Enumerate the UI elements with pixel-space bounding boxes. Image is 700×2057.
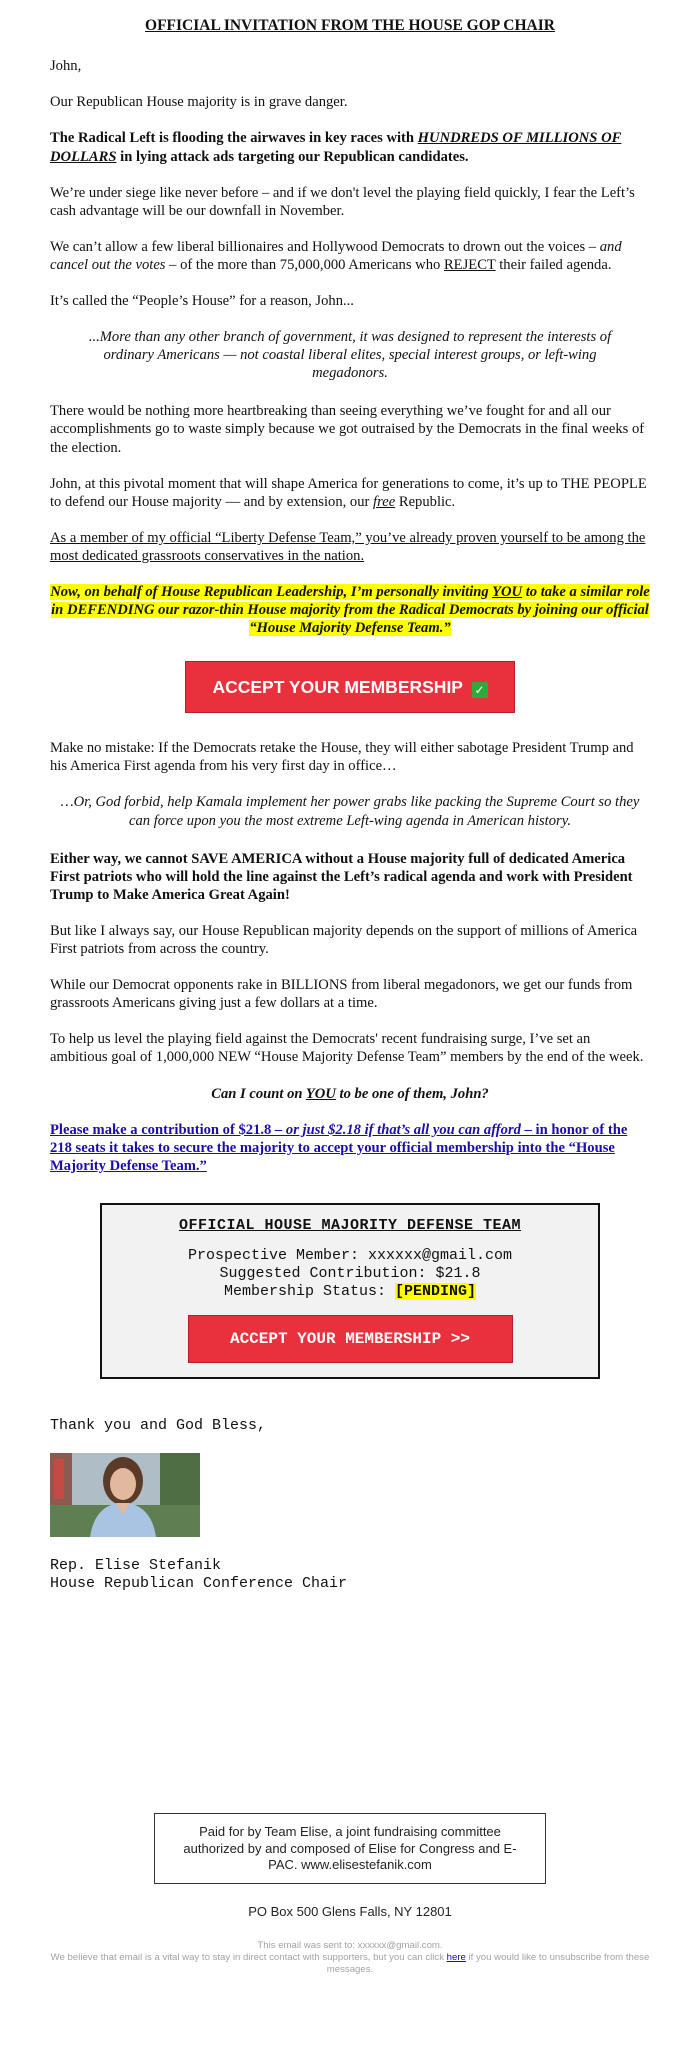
underlined-italic-text: free bbox=[373, 493, 396, 510]
signoff: Thank you and God Bless, bbox=[50, 1417, 267, 1435]
highlighted-invitation bbox=[50, 583, 650, 637]
label: Prospective Member: bbox=[187, 1247, 359, 1265]
text: – of the more than 75,000,000 Americans who bbox=[165, 256, 444, 273]
sent-to-notice: This email was sent to: xxxxxx@gmail.com. bbox=[257, 1940, 443, 1952]
membership-card-title: OFFICIAL HOUSE MAJORITY DEFENSE TEAM bbox=[178, 1216, 522, 1234]
text: in lying attack ads targeting our Republican candidates. bbox=[116, 148, 469, 165]
paragraph-grave-danger: Our Republican House majority is in grave danger. bbox=[50, 94, 348, 111]
text: Can I count on bbox=[211, 1085, 306, 1102]
contribution-link[interactable] bbox=[50, 1121, 650, 1175]
paragraph-ambitious-goal: To help us level the playing field against the Democrats' recent fundraising surge, I’ve set an ambitious goal of 1,000,000 NEW “House Majority Defense Team” members by the end of the week. bbox=[50, 1031, 644, 1066]
prospective-member-row bbox=[116, 1247, 584, 1265]
accept-membership-box-button[interactable]: ACCEPT YOUR MEMBERSHIP >> bbox=[188, 1315, 513, 1363]
paragraph-radical-left bbox=[50, 129, 650, 165]
paragraph-pivotal-moment bbox=[50, 475, 650, 511]
text: Now, on behalf of House Republican Leadership, I’m personally inviting bbox=[50, 584, 493, 600]
greeting: John, bbox=[50, 58, 82, 75]
text: if you would like to unsubscribe from these messages. bbox=[326, 1952, 650, 1976]
text: We can’t allow a few liberal billionaires and Hollywood Democrats to drown out the voices – bbox=[50, 238, 600, 255]
portrait-image bbox=[50, 1453, 200, 1537]
paragraph-billions: While our Democrat opponents rake in BILLIONS from liberal megadonors, we get our funds from grassroots Americans giving just a few dollars at a time. bbox=[50, 977, 633, 1012]
mailing-address: PO Box 500 Glens Falls, NY 12801 bbox=[248, 1904, 452, 1920]
contribution-link-text[interactable]: Please make a contribution of $21.8 – or just $2.18 if that’s all you can afford – in honor of the 218 seats it takes to secure the majority to accept your official membership into the “House Majority Defense Team.” bbox=[50, 1121, 628, 1174]
paragraph-make-no-mistake: Make no mistake: If the Democrats retake the House, they will either sabotage President Trump and his America First agenda from his very first day in office… bbox=[50, 740, 634, 775]
italic-text: and cancel out the votes bbox=[50, 238, 622, 273]
quote-god-forbid: …Or, God forbid, help Kamala implement her power grabs like packing the Supreme Court so they can force upon you the most extreme Left-wing agenda in American history. bbox=[60, 794, 640, 829]
text: to be one of them, John? bbox=[335, 1085, 489, 1102]
paragraph-billionaires bbox=[50, 238, 650, 274]
text: to take a similar role in DEFENDING our razor-thin House majority from the Radical Democrats by joining our official “House Majority Defense Team.” bbox=[51, 584, 650, 637]
paragraph-heartbreaking: There would be nothing more heartbreaking than seeing everything we’ve fought for and all our accomplishments go to waste simply because we got outraised by the Democrats in the final weeks of the election. bbox=[50, 403, 645, 456]
text: John, at this pivotal moment that will shape America for generations to come, it’s up to THE PEOPLE to defend our House majority — and by extension, our bbox=[50, 475, 647, 510]
paragraph-under-siege: We’re under siege like never before – and if we don't level the playing field quickly, I fear the Left’s cash advantage will be our downfall in November. bbox=[50, 184, 635, 219]
legal-footer bbox=[50, 1940, 650, 1976]
unsubscribe-link[interactable]: here bbox=[446, 1952, 466, 1964]
label: Suggested Contribution: bbox=[219, 1265, 427, 1283]
check-mark-icon: ✓ bbox=[472, 682, 488, 698]
membership-card bbox=[100, 1203, 600, 1380]
paragraph-like-i-always-say: But like I always say, our House Republican majority depends on the support of millions of America First patriots from across the country. bbox=[50, 922, 638, 958]
email-title: OFFICIAL INVITATION FROM THE HOUSE GOP CHAIR bbox=[145, 17, 555, 34]
status-badge: [PENDING] bbox=[395, 1283, 477, 1301]
membership-status-row bbox=[116, 1283, 584, 1301]
paragraph-save-america: Either way, we cannot SAVE AMERICA without a House majority full of dedicated America First patriots who will hold the line against the Left’s radical agenda and work with President Trump to Make America Great Again! bbox=[50, 850, 633, 903]
signer-title: House Republican Conference Chair bbox=[50, 1575, 348, 1593]
underlined-text: YOU bbox=[305, 1085, 336, 1102]
label: Membership Status: bbox=[223, 1283, 386, 1301]
contribution-amount: $21.8 bbox=[435, 1265, 481, 1283]
text: their failed agenda. bbox=[495, 256, 612, 273]
signer-photo bbox=[50, 1453, 200, 1537]
accept-membership-button[interactable] bbox=[185, 661, 515, 713]
paragraph-liberty-defense-team: As a member of my official “Liberty Defense Team,” you’ve already proven yourself to be among the most dedicated grassroots conservatives in the nation. bbox=[50, 529, 646, 564]
unsubscribe-notice bbox=[50, 1952, 650, 1976]
text: We believe that email is a vital way to stay in direct contact with supporters, but you can click bbox=[50, 1952, 447, 1964]
spacer bbox=[50, 1593, 650, 1813]
underlined-text: REJECT bbox=[443, 256, 496, 273]
suggested-contribution-row bbox=[116, 1265, 584, 1283]
member-email: xxxxxx@gmail.com bbox=[368, 1247, 513, 1265]
signer-name: Rep. Elise Stefanik bbox=[50, 1557, 222, 1575]
paid-for-disclaimer: Paid for by Team Elise, a joint fundraising committee authorized by and composed of Elise for Congress and E-PAC. www.elisestefanik.com bbox=[154, 1813, 546, 1884]
button-label: ACCEPT YOUR MEMBERSHIP bbox=[212, 677, 463, 698]
emphasis-text: HUNDREDS OF MILLIONS OF DOLLARS bbox=[50, 130, 622, 165]
underlined-text: YOU bbox=[492, 584, 523, 600]
email-body bbox=[50, 0, 650, 1976]
text: The Radical Left is flooding the airwaves in key races with bbox=[50, 130, 418, 147]
paragraph-peoples-house: It’s called the “People’s House” for a reason, John... bbox=[50, 292, 354, 309]
quote-branch-of-government: ...More than any other branch of government, it was designed to represent the interests of ordinary Americans — not coastal liberal elites, special interest groups, or left-wing megadonors. bbox=[88, 329, 612, 382]
text: Republic. bbox=[395, 493, 456, 510]
question-count-on-you bbox=[50, 1085, 650, 1103]
